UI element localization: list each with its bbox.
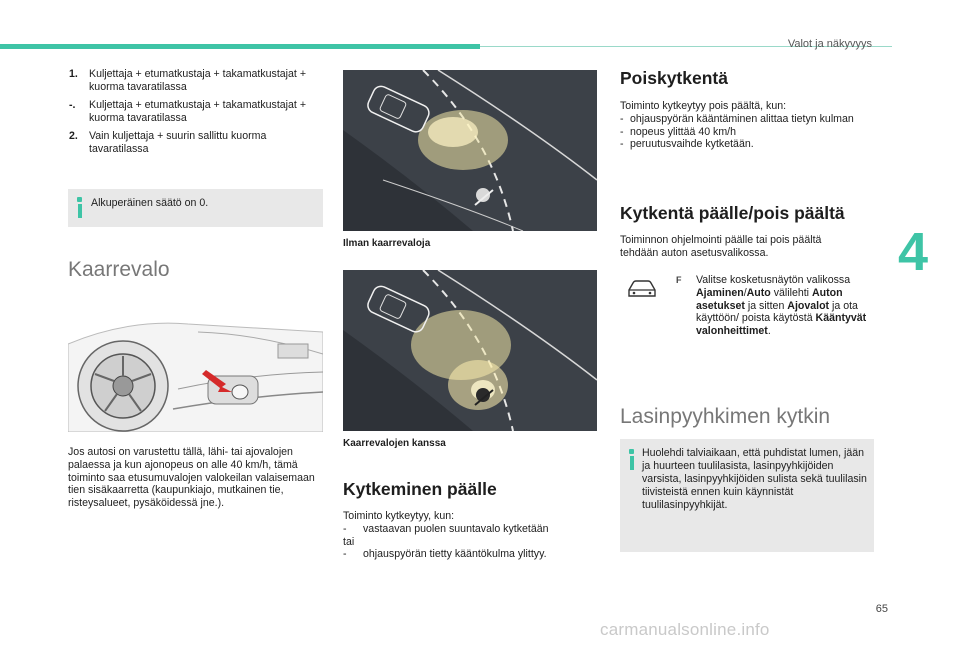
activation-conditions: Toiminto kytkeytyy, kun: - vastaavan puolen suuntavalo kytketään tai - ohjauspyörän tietty kääntökulma ylittyy.: [343, 510, 598, 561]
list-item: - nopeus ylittää 40 km/h: [620, 125, 736, 138]
settings-intro: Toiminnon ohjelmointi päälle tai pois päältä tehdään auton asetusvalikossa.: [620, 234, 822, 259]
chapter-number: 4: [898, 222, 929, 282]
photo-without-cornering-light: [343, 70, 597, 231]
list-item: - peruutusvaihde kytketään.: [620, 138, 754, 151]
heading-kytkeminen-paalle: Kytkeminen päälle: [343, 479, 497, 499]
heading-poiskytkenta: Poiskytkentä: [620, 68, 728, 88]
info-icon: [629, 449, 636, 471]
heading-kytkenta-paalle-pois: Kytkentä päälle/pois päältä: [620, 203, 845, 223]
photo-with-cornering-light: [343, 270, 597, 431]
info-box: [68, 189, 323, 227]
info-text: Huolehdi talviaikaan, että puhdistat lumen, jään ja huurteen tuulilasista, lasinpyyhkijöiden varsista, lasinpyyhkijöiden sulista sekä tuulilasin tiivisteistä ennen kuin käynnistät tuulilasinpyyhkijät.: [642, 447, 867, 511]
list-item: -. Kuljettaja + etumatkustaja + takamatkustajat + kuorma tavaratilassa: [69, 99, 307, 124]
page-number: 65: [875, 603, 888, 615]
list-item: - ohjauspyörän tietty kääntökulma ylittyy.: [343, 548, 547, 561]
settings-step: [676, 274, 871, 338]
list-item: 1. Kuljettaja + etumatkustaja + takamatkustajat + kuorma tavaratilassa: [69, 68, 307, 93]
kaarrevalo-paragraph: Jos autosi on varustettu tällä, lähi- tai ajovalojen palaessa ja kun ajonopeus on alle 40 km/h, tämä toiminto saa etusumuvalojen valokeilan valaisemaan tien sisäkaarretta (kaupunkiajo, mutkainen tie, risteysalueet, pysäköidessä jne.).: [68, 446, 315, 510]
info-box-wipers: [620, 439, 874, 552]
header-accent-bar: [0, 44, 480, 49]
step-text: Valitse kosketusnäytön valikossa Ajaminen/Auto välilehti Auton asetukset ja sitten Ajovalot ja ota käyttöön/ poista käytöstä Kääntyvät valonheittimet.: [696, 274, 867, 338]
photo-caption-1: Ilman kaarrevaloja: [343, 238, 431, 249]
section-heading-kaarrevalo: Kaarrevalo: [68, 258, 170, 281]
list-item: 2. Vain kuljettaja + suurin sallittu kuorma tavaratilassa: [69, 130, 267, 155]
list-item: - vastaavan puolen suuntavalo kytketään: [343, 522, 549, 535]
deactivation-conditions: Toiminto kytkeytyy pois päältä, kun: - ohjauspyörän kääntäminen alittaa tietyn kulman - nopeus ylittää 40 km/h - peruutusvaihde kytketään.: [620, 100, 875, 151]
section-title: Valot ja näkyvyys: [787, 38, 872, 50]
heading-lasinpyyhkimen-kytkin: Lasinpyyhkimen kytkin: [620, 405, 831, 428]
list-item: tai: [343, 535, 355, 548]
list-item: - ohjauspyörän kääntäminen alittaa tietyn kulman: [620, 112, 854, 125]
car-icon: [626, 278, 658, 300]
fog-lamp-illustration: [68, 314, 323, 432]
info-text: Alkuperäinen säätö on 0.: [91, 197, 209, 209]
watermark: carmanualsonline.info: [600, 620, 770, 639]
load-list: [69, 68, 319, 161]
photo-caption-2: Kaarrevalojen kanssa: [343, 438, 446, 449]
info-icon: [77, 197, 84, 219]
step-marker: F: [676, 275, 682, 285]
